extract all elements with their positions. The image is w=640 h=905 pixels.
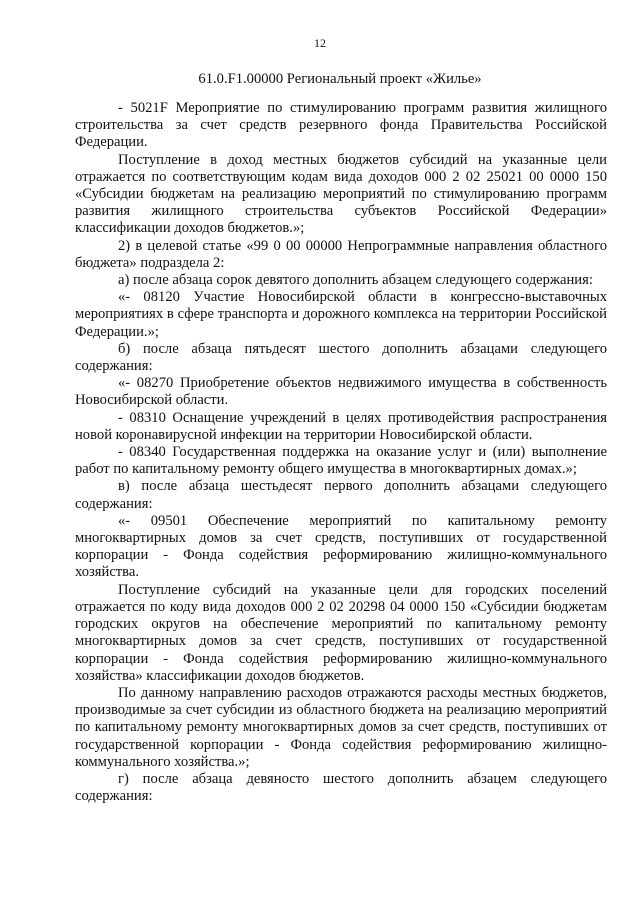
section-heading: 61.0.F1.00000 Региональный проект «Жилье» — [198, 71, 482, 87]
paragraph: «- 08270 Приобретение объектов недвижимого имущества в собственность Новосибирской области. — [75, 375, 607, 409]
paragraph: б) после абзаца пятьдесят шестого дополнить абзацами следующего содержания: — [75, 340, 607, 375]
paragraph: а) после абзаца сорок девятого дополнить абзацем следующего содержания: — [118, 272, 593, 289]
paragraph: Поступление в доход местных бюджетов субсидий на указанные цели отражается по соответствующим кодам вида доходов 000 2 02 25021 00 0000 150 «Субсидии бюджетам на реализацию мероприятий по стимулированию программ развития жилищного строительства субъектов Российской Федерации» классификации доходов бюджетов.»; — [75, 151, 607, 237]
page-number: 12 — [314, 36, 326, 50]
paragraph: 2) в целевой статье «99 0 00 00000 Непрограммные направления областного бюджета» подраздела 2: — [75, 237, 607, 271]
paragraph: По данному направлению расходов отражаются расходы местных бюджетов, производимые за счет субсидии из областного бюджета на реализацию мероприятий по капитальному ремонту многоквартирных домов за счет средств, поступивших от государственной корпорации - Фонда содействия реформированию жилищно-коммунального хозяйства.»; — [75, 684, 607, 770]
paragraph: - 08340 Государственная поддержка на оказание услуг и (или) выполнение работ по капитальному ремонту общего имущества в многоквартирных домах.»; — [75, 444, 607, 478]
paragraph: в) после абзаца шестьдесят первого дополнить абзацами следующего содержания: — [75, 478, 607, 512]
paragraph: «- 09501 Обеспечение мероприятий по капитальному ремонту многоквартирных домов за счет средств, поступивших от государственной корпорации - Фонда содействия реформированию жилищно-коммунального хозяйства. — [75, 512, 607, 581]
paragraph: - 5021F Мероприятие по стимулированию программ развития жилищного строительства за счет средств резервного фонда Правительства Российской Федерации. — [75, 100, 607, 151]
paragraph: г) после абзаца девяносто шестого дополнить абзацем следующего содержания: — [75, 770, 607, 805]
paragraph: «- 08120 Участие Новосибирской области в конгрессно-выставочных мероприятиях в сфере транспорта и дорожного комплекса на территории Российской Федерации.»; — [75, 289, 607, 340]
document-body — [75, 100, 607, 805]
paragraph: - 08310 Оснащение учреждений в целях противодействия распространения новой коронавирусной инфекции на территории Новосибирской области. — [75, 409, 607, 443]
paragraph: Поступление субсидий на указанные цели для городских поселений отражается по коду вида доходов 000 2 02 20298 04 0000 150 «Субсидии бюджетам городских округов на обеспечение мероприятий по капитальному ремонту многоквартирных домов за счет средств, поступивших от государственной корпорации - Фонда содействия реформированию жилищно-коммунального хозяйства» классификации доходов бюджетов. — [75, 581, 607, 684]
